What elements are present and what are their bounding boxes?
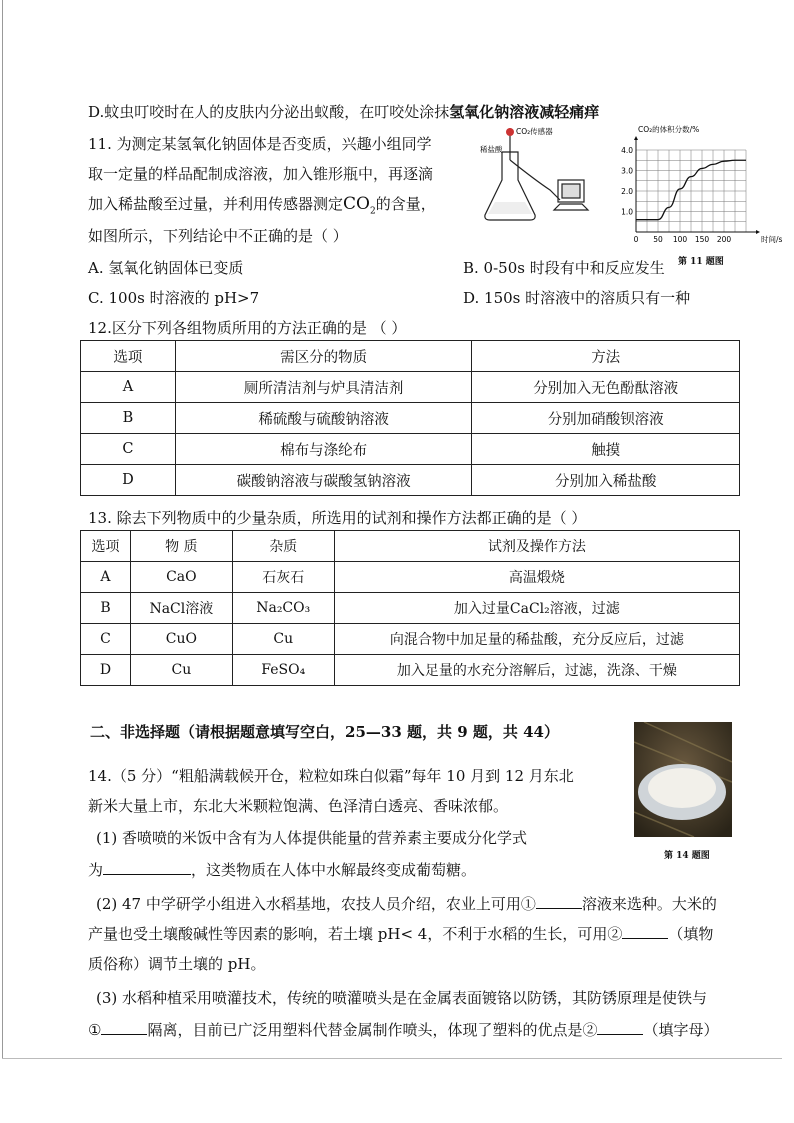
rice-icon bbox=[648, 768, 716, 808]
q11-line-3: 加入稀盐酸至过量，并利用传感器测定$CO_2$的含量， bbox=[88, 194, 436, 217]
table-cell: B bbox=[81, 593, 131, 624]
header-cell: 试剂及操作方法 bbox=[334, 531, 739, 562]
header-cell: 需区分的物质 bbox=[175, 341, 472, 372]
table-cell: C bbox=[81, 434, 176, 465]
header-cell: 杂质 bbox=[232, 531, 334, 562]
q14-part3-line2: ① 隔离，目前已广泛用塑料代替金属制作喷头，体现了塑料的优点是② （填字母） bbox=[88, 1018, 718, 1040]
q11-apparatus-figure bbox=[480, 120, 600, 230]
table-cell: CaO bbox=[130, 562, 232, 593]
q13-table bbox=[80, 530, 740, 686]
table-cell: 碳酸钠溶液与碳酸氢钠溶液 bbox=[175, 465, 472, 496]
q11-co2-chart bbox=[614, 120, 794, 270]
table-cell: 分别加硝酸钡溶液 bbox=[472, 403, 740, 434]
header-cell: 选项 bbox=[81, 531, 131, 562]
q14-intro-1: 14.（5 分）“粗船满载候开仓，粒粒如珠白似霜”每年 10 月到 12 月东北 bbox=[88, 767, 574, 785]
table-cell: C bbox=[81, 624, 131, 655]
answer-blank[interactable] bbox=[101, 1018, 147, 1035]
table-cell: Cu bbox=[130, 655, 232, 686]
table-cell: A bbox=[81, 372, 176, 403]
table-header-row bbox=[81, 531, 740, 562]
dropper-bulb-icon bbox=[506, 128, 514, 136]
x-axis-arrow-icon bbox=[756, 230, 760, 234]
table-cell: 石灰石 bbox=[232, 562, 334, 593]
answer-blank[interactable] bbox=[597, 1018, 643, 1035]
q14-part3-line1: (3) 水稻种植采用喷灌技术，传统的喷灌喷头是在金属表面镀铬以防锈，其防锈原理是使铁与 bbox=[96, 989, 708, 1007]
option-d-bold: 氢氧化钠溶液减轻痛痒 bbox=[449, 103, 600, 121]
table-row bbox=[81, 655, 740, 686]
table-row bbox=[81, 593, 740, 624]
x-tick-label: 200 bbox=[716, 235, 732, 244]
x-tick-label: 0 bbox=[633, 235, 639, 244]
table-cell: 分别加入无色酚酞溶液 bbox=[472, 372, 740, 403]
table-row bbox=[81, 372, 740, 403]
q11-line-4: 如图所示，下列结论中不正确的是（ ） bbox=[88, 227, 348, 245]
y-tick-label: 2.0 bbox=[621, 187, 633, 196]
q11-option-c: C. 100s 时溶液的 pH>7 bbox=[88, 289, 260, 307]
table-cell: 加入足量的水充分溶解后，过滤，洗涤、干燥 bbox=[334, 655, 739, 686]
chart-x-label: 时间/s bbox=[761, 235, 783, 244]
q14-part1-line1: (1) 香喷喷的米饭中含有为人体提供能量的营养素主要成分化学式 bbox=[96, 829, 528, 847]
table-cell: D bbox=[81, 655, 131, 686]
y-tick-label: 1.0 bbox=[621, 207, 633, 217]
table-header-row bbox=[81, 341, 740, 372]
option-d-text: D.蚊虫叮咬时在人的皮肤内分泌出蚁酸，在叮咬处涂抹 bbox=[88, 103, 450, 121]
table-cell: 向混合物中加足量的稀盐酸，充分反应后，过滤 bbox=[334, 624, 739, 655]
y-axis-arrow-icon bbox=[634, 136, 638, 140]
page-edge bbox=[2, 0, 3, 1059]
section-2-title: 二、非选择题（请根据题意填写空白，25—33 题，共 9 题，共 44） bbox=[90, 723, 559, 741]
table-row bbox=[81, 624, 740, 655]
q14-figure-caption: 第 14 题图 bbox=[664, 851, 710, 861]
table-cell: D bbox=[81, 465, 176, 496]
header-cell: 方法 bbox=[472, 341, 740, 372]
table-cell: 棉布与涤纶布 bbox=[175, 434, 472, 465]
keyboard-icon bbox=[554, 204, 588, 210]
table-cell: 高温煅烧 bbox=[334, 562, 739, 593]
chart-title: CO₂的体积分数/% bbox=[638, 125, 700, 134]
flask-liquid bbox=[488, 202, 532, 214]
rice-bowl-photo bbox=[634, 722, 732, 837]
answer-blank[interactable] bbox=[103, 858, 191, 875]
table-cell: CuO bbox=[130, 624, 232, 655]
table-row bbox=[81, 562, 740, 593]
header-cell: 物 质 bbox=[130, 531, 232, 562]
co2-formula: $CO_2$ bbox=[343, 194, 376, 217]
table-cell: 分别加入稀盐酸 bbox=[472, 465, 740, 496]
table-cell: B bbox=[81, 403, 176, 434]
acid-label: 稀盐酸 bbox=[480, 145, 503, 154]
answer-blank[interactable] bbox=[622, 922, 668, 939]
q14-intro-2: 新米大量上市，东北大米颗粒饱满、色泽清白透亮、香味浓郁。 bbox=[88, 797, 509, 815]
page-bottom-edge bbox=[2, 1058, 782, 1059]
header-cell: 选项 bbox=[81, 341, 176, 372]
q14-part2-line3: 质俗称）调节土壤的 pH。 bbox=[88, 955, 266, 973]
table-cell: 触摸 bbox=[472, 434, 740, 465]
x-tick-label: 150 bbox=[694, 235, 710, 244]
table-row bbox=[81, 434, 740, 465]
q11-line-1: 11. 为测定某氢氧化钠固体是否变质，兴趣小组同学 bbox=[88, 135, 432, 153]
sensor-label: CO₂传感器 bbox=[516, 127, 553, 136]
table-cell: NaCl溶液 bbox=[130, 593, 232, 624]
q14-part2-line2: 产量也受土壤酸碱性等因素的影响，若土壤 pH< 4，不利于水稻的生长，可用② （填物 bbox=[88, 922, 713, 944]
q11-figure-caption: 第 11 题图 bbox=[678, 257, 724, 267]
table-cell: Cu bbox=[232, 624, 334, 655]
q11-option-a: A. 氢氧化钠固体已变质 bbox=[88, 259, 244, 277]
table-cell: FeSO₄ bbox=[232, 655, 334, 686]
q13-title: 13. 除去下列物质中的少量杂质，所选用的试剂和操作方法都正确的是（ ） bbox=[88, 509, 587, 527]
y-tick-label: 4.0 bbox=[621, 146, 633, 155]
q11-option-b: B. 0-50s 时段有中和反应发生 bbox=[463, 259, 665, 277]
table-cell: 稀硫酸与硫酸钠溶液 bbox=[175, 403, 472, 434]
q14-part2-line1: (2) 47 中学研学小组进入水稻基地，农技人员介绍，农业上可用① 溶液来选种。大米的 bbox=[96, 892, 717, 914]
q12-title: 12.区分下列各组物质所用的方法正确的是 （ ） bbox=[88, 319, 407, 337]
x-tick-label: 100 bbox=[672, 235, 688, 244]
prev-option-d bbox=[88, 102, 599, 122]
q11-line-2: 取一定量的样品配制成溶液，加入锥形瓶中，再逐滴 bbox=[88, 165, 434, 183]
table-cell: 厕所清洁剂与炉具清洁剂 bbox=[175, 372, 472, 403]
q14-part1-line2: 为 ，这类物质在人体中水解最终变成葡萄糖。 bbox=[88, 858, 476, 880]
table-cell: A bbox=[81, 562, 131, 593]
y-tick-label: 3.0 bbox=[621, 166, 633, 176]
table-row bbox=[81, 465, 740, 496]
q12-table bbox=[80, 340, 740, 496]
monitor-screen-icon bbox=[562, 184, 580, 198]
table-cell: 加入过量CaCl₂溶液，过滤 bbox=[334, 593, 739, 624]
table-row bbox=[81, 403, 740, 434]
q11-option-d: D. 150s 时溶液中的溶质只有一种 bbox=[463, 289, 691, 307]
x-tick-label: 50 bbox=[653, 235, 663, 244]
answer-blank[interactable] bbox=[536, 892, 582, 909]
table-cell: Na₂CO₃ bbox=[232, 593, 334, 624]
